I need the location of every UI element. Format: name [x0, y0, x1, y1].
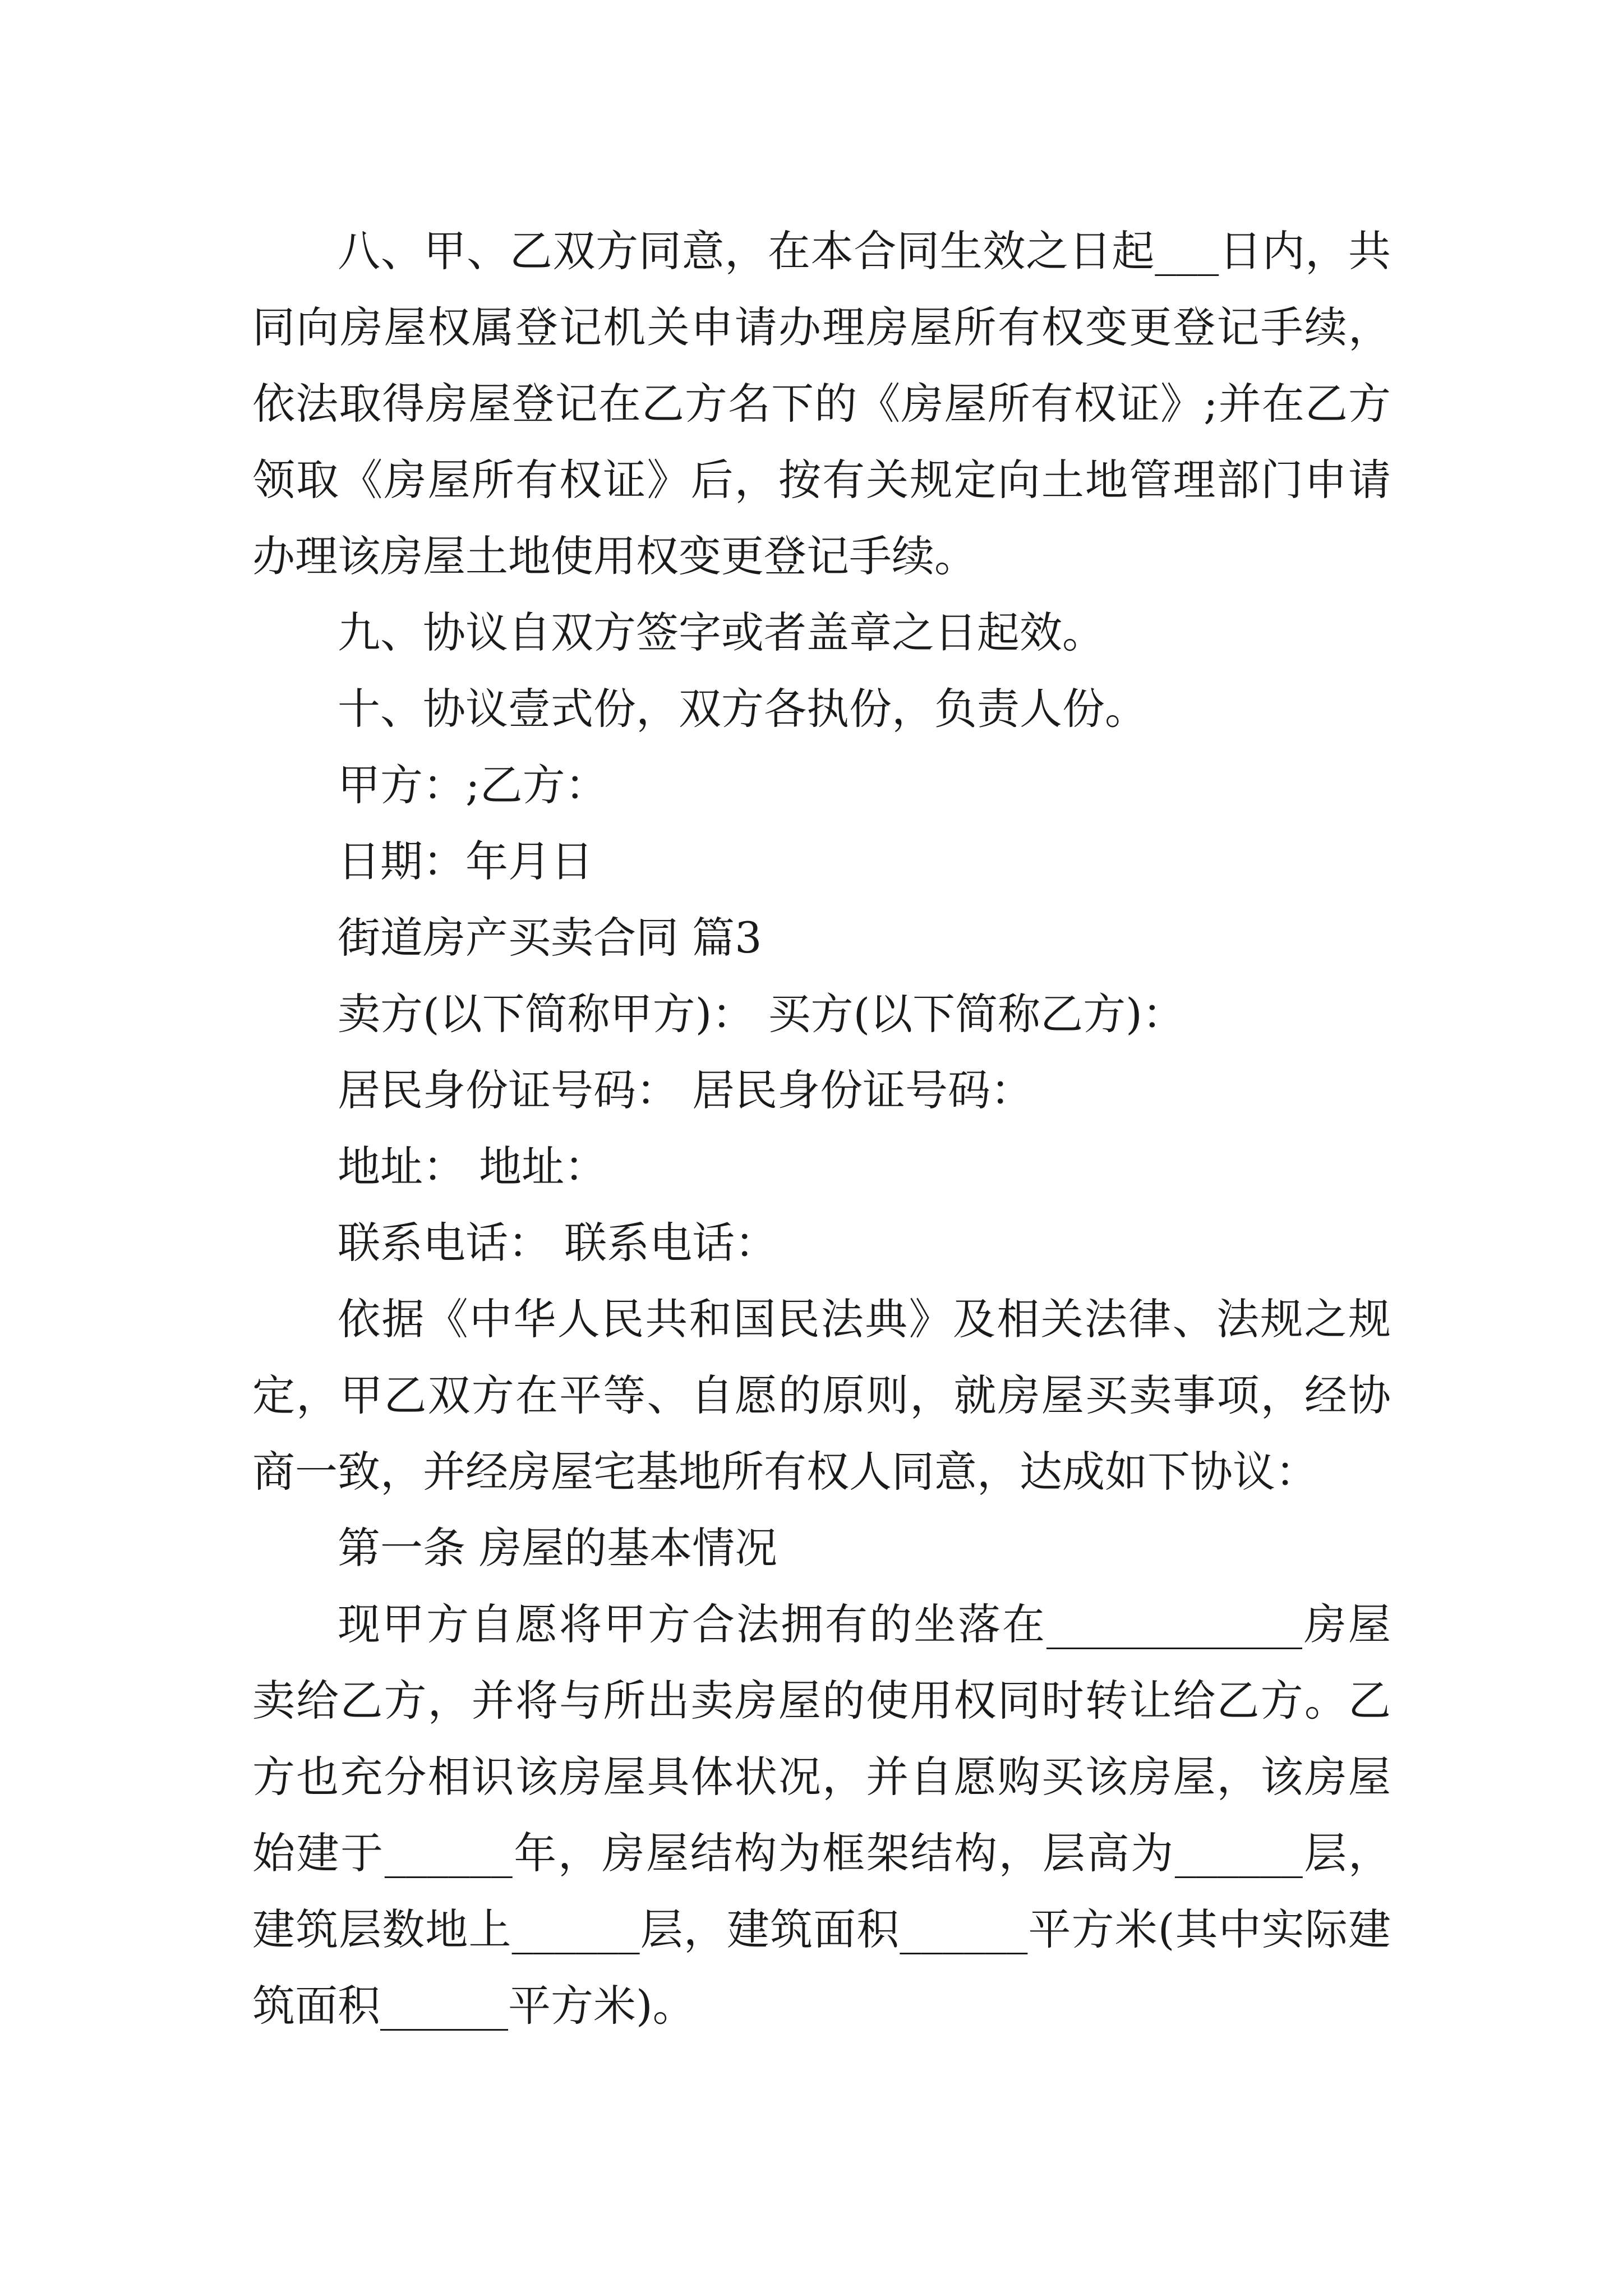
section-heading: 街道房产买卖合同 篇3	[338, 913, 762, 963]
article-one-heading: 第一条 房屋的基本情况	[338, 1523, 778, 1573]
party-signature-line: 甲方：;乙方：	[338, 760, 608, 810]
address-line: 地址： 地址：	[338, 1142, 607, 1191]
date-line: 日期：年月日	[338, 836, 593, 886]
seller-buyer-line: 卖方(以下简称甲方)： 买方(以下简称乙方)：	[338, 989, 1185, 1039]
article-one-paragraph: 现甲方自愿将甲方合法拥有的坐落在____________房屋卖给乙方，并将与所出卖房屋的使用权同时转让给乙方。乙方也充分相识该房屋具体状况，并自愿购买该房屋，该房屋始建于______年，房屋结构为框架结构，层高为______层，建筑层数地上______层，建筑面积______平方米(其中实际建筑面积______平方米)。	[252, 1599, 1391, 2031]
clause-eight-paragraph: 八、甲、乙双方同意，在本合同生效之日起___日内，共同向房屋权属登记机关申请办理房屋所有权变更登记手续，依法取得房屋登记在乙方名下的《房屋所有权证》;并在乙方领取《房屋所有权证》后，按有关规定向土地管理部门申请办理该房屋土地使用权变更登记手续。	[252, 226, 1391, 581]
clause-nine-paragraph: 九、协议自双方签字或者盖章之日起效。	[338, 608, 1105, 657]
clause-ten-paragraph: 十、协议壹式份，双方各执份，负责人份。	[338, 684, 1147, 734]
id-number-line: 居民身份证号码： 居民身份证号码：	[338, 1065, 1034, 1115]
document-body	[252, 213, 1391, 2044]
phone-line: 联系电话： 联系电话：	[338, 1218, 778, 1268]
preamble-paragraph: 依据《中华人民共和国民法典》及相关法律、法规之规定，甲乙双方在平等、自愿的原则，就房屋买卖事项，经协商一致，并经房屋宅基地所有权人同意，达成如下协议：	[252, 1294, 1391, 1497]
